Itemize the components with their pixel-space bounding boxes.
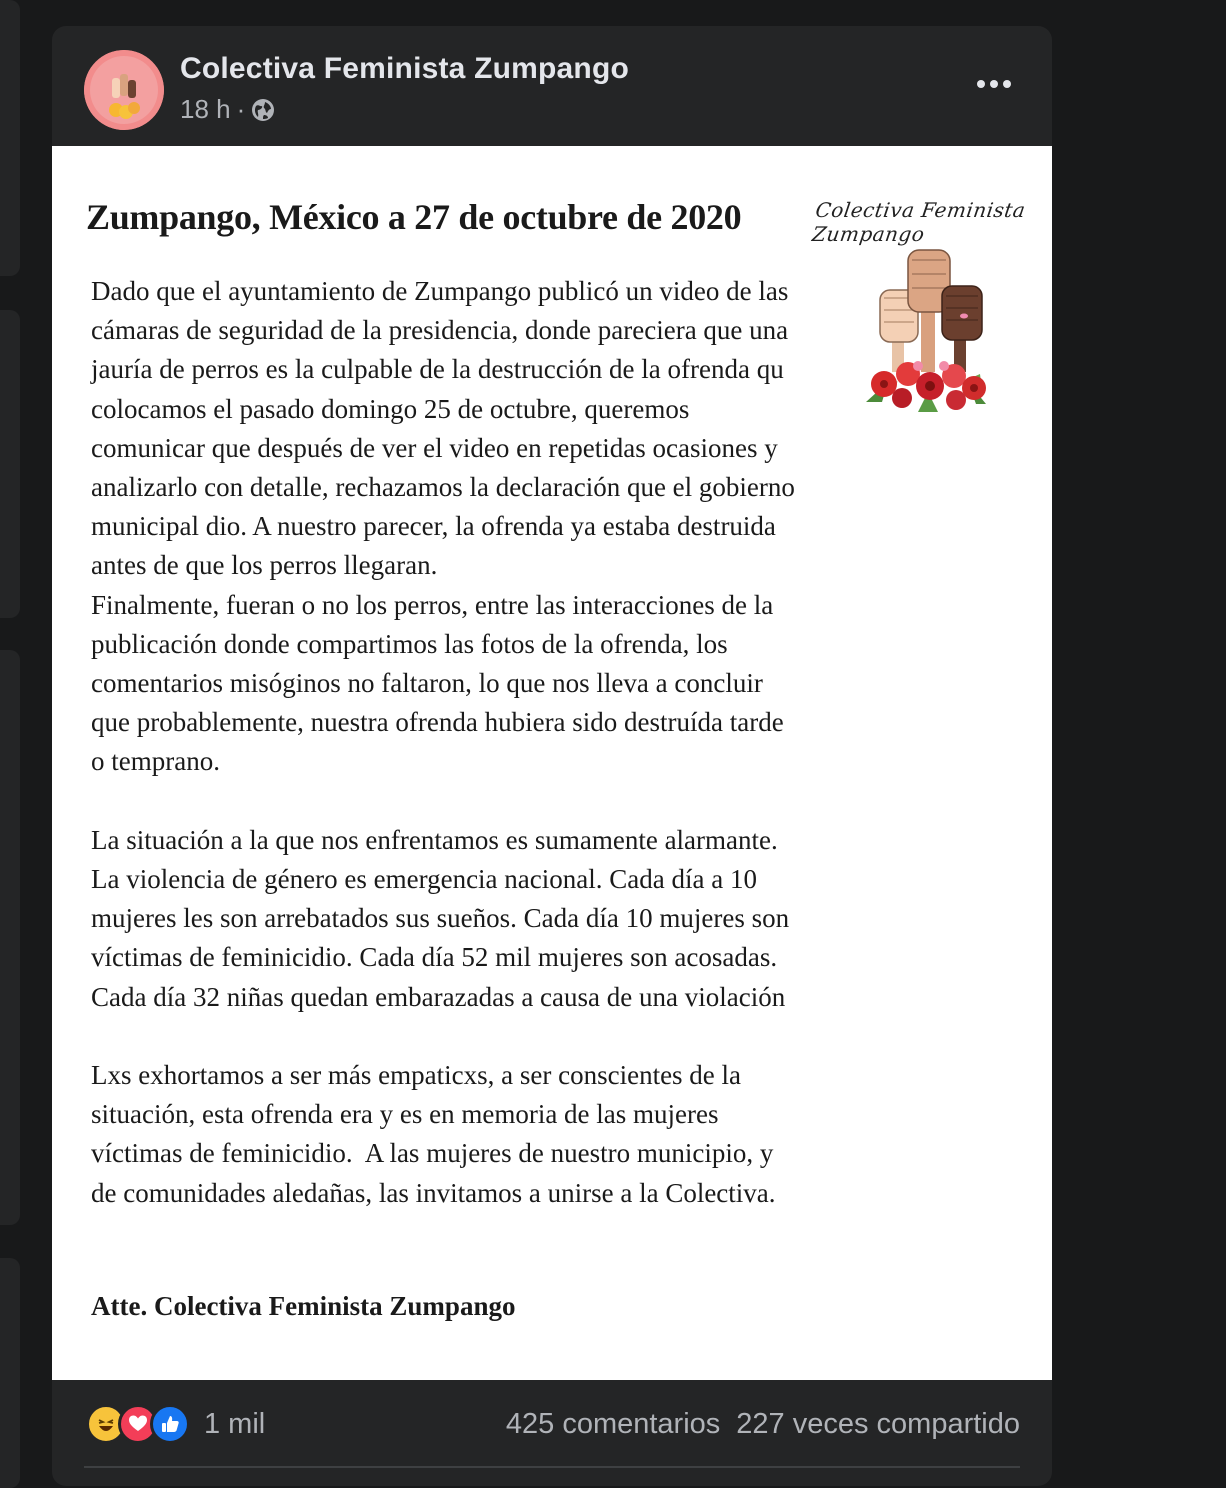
post-meta — [180, 94, 275, 125]
engagement-stats — [506, 1408, 1020, 1441]
timestamp[interactable]: 18 h — [180, 94, 231, 124]
sidebar-card-fragment — [0, 650, 20, 1225]
document-signature: Atte. Colectiva Feminista Zumpango — [91, 1291, 516, 1321]
meta-separator: · — [236, 94, 246, 124]
document-title: Zumpango, México a 27 de octubre de 2020 — [86, 197, 742, 237]
post-footer — [52, 1380, 1052, 1486]
post-image-document[interactable] — [52, 146, 1052, 1380]
avatar[interactable] — [84, 50, 164, 130]
shares-count[interactable]: 227 veces compartido — [736, 1408, 1020, 1440]
post-card — [52, 26, 1052, 1486]
more-options-icon[interactable] — [966, 64, 1022, 104]
like-reaction-icon — [150, 1404, 190, 1444]
sidebar-card-fragment — [0, 0, 20, 276]
brand-script-text: Colectiva Feminista Zumpango — [810, 198, 1028, 246]
sidebar-card-fragment — [0, 310, 20, 618]
sidebar-card-fragment — [0, 1258, 20, 1488]
globe-icon — [251, 98, 275, 122]
reactions-summary[interactable] — [86, 1404, 265, 1444]
document-body: Dado que el ayuntamiento de Zumpango publicó un video de las cámaras de seguridad de la presidencia, donde pareciera que una jauría de perros es la culpable de la destrucción de la ofrenda qu colocamos el pasado domingo 25 de octubre, queremos comunicar que después de ver el video en repetidas ocasiones y analizarlo con detalle, rechazamos la declaración que el gobierno municipal dio. A nuestro parecer, la ofrenda ya estaba destruida antes de que los perros llegaran. Finalmente, fueran o no los perros, entre las interacciones de la publicación donde compartimos las fotos de la ofrenda, los comentarios misóginos no faltaron, lo que nos lleva a concluir que probablemente, nuestra ofrenda hubiera sido destruída tarde o temprano. La situación a la que nos enfrentamos es sumamente alarmante. La violencia de género es emergencia nacional. Cada día a 10 mujeres les son arrebatados sus sueños. Cada día 10 mujeres son víctimas de feminicidio. Cada día 52 mil mujeres son acosadas. Cada día 32 niñas quedan embarazadas a causa de una violación Lxs exhortamos a ser más empaticxs, a ser conscientes de la situación, esta ofrenda era y es en memoria de las mujeres víctimas de feminicidio. A las mujeres de nuestro municipio, y de comunidades aledañas, las invitamos a unirse a la Colectiva. — [91, 276, 795, 1208]
raised-fists-flowers-illustration — [858, 242, 998, 414]
reaction-count[interactable]: 1 mil — [204, 1407, 266, 1440]
comments-count[interactable]: 425 comentarios — [505, 1408, 721, 1440]
post-header — [52, 26, 1052, 146]
author-name[interactable]: Colectiva Feminista Zumpango — [180, 52, 630, 85]
